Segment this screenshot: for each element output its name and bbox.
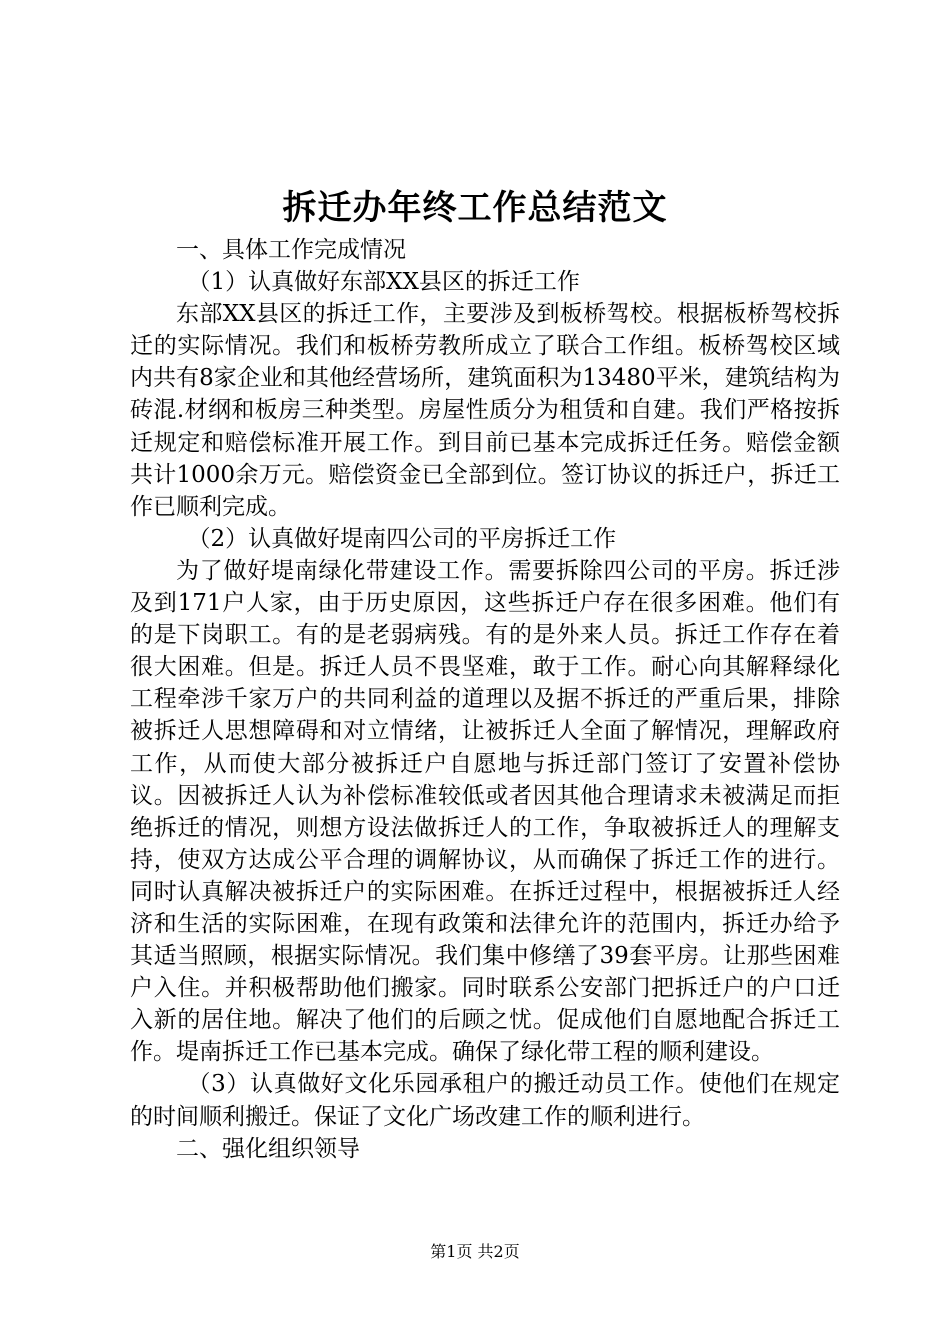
document-title: 拆迁办年终工作总结范文	[282, 188, 668, 228]
heading-section-1: 一、具体工作完成情况	[176, 237, 406, 263]
page-footer: 第1页 共2页	[430, 1242, 520, 1261]
subheading-1: （1）认真做好东部XX县区的拆迁工作	[187, 269, 580, 296]
subheading-2: （2）认真做好堤南四公司的平房拆迁工作	[187, 525, 617, 552]
paragraph-3: （3）认真做好文化乐园承租户的搬迁动员工作。使他们在规定的时间顺利搬迁。保证了文化广场改建工作的顺利进行。	[130, 1071, 840, 1130]
paragraph-1: 东部XX县区的拆迁工作，主要涉及到板桥驾校。根据板桥驾校拆迁的实际情况。我们和板桥劳教所成立了联合工作组。板桥驾校区域内共有8家企业和其他经营场所，建筑面积为13480平米，建筑结构为砖混.材纲和板房三种类型。房屋性质分为租赁和自建。我们严格按拆迁规定和赔偿标准开展工作。到目前已基本完成拆迁任务。赔偿金额共计1000余万元。赔偿资金已全部到位。签订协议的拆迁户，拆迁工作已顺利完成。	[130, 301, 840, 520]
document-body	[130, 234, 840, 1165]
heading-section-2: 二、强化组织领导	[176, 1135, 360, 1162]
paragraph-2: 为了做好堤南绿化带建设工作。需要拆除四公司的平房。拆迁涉及到171户人家，由于历史原因，这些拆迁户存在很多困难。他们有的是下岗职工。有的是老弱病残。有的是外来人员。拆迁工作存在着很大困难。但是。拆迁人员不畏坚难，敢于工作。耐心向其解释绿化工程牵涉千家万户的共同利益的道理以及据不拆迁的严重后果，排除被拆迁人思想障碍和对立情绪，让被拆迁人全面了解情况，理解政府工作，从而使大部分被拆迁户自愿地与拆迁部门签订了安置补偿协议。因被拆迁人认为补偿标准较低或者因其他合理请求未被满足而拒绝拆迁的情况，则想方设法做拆迁人的工作，争取被拆迁人的理解支持，使双方达成公平合理的调解协议，从而确保了拆迁工作的进行。同时认真解决被拆迁户的实际困难。在拆迁过程中，根据被拆迁人经济和生活的实际困难，在现有政策和法律允许的范围内，拆迁办给予其适当照顾，根据实际情况。我们集中修缮了39套平房。让那些困难户入住。并积极帮助他们搬家。同时联系公安部门把拆迁户的户口迁入新的居住地。解决了他们的后顾之忧。促成他们自愿地配合拆迁工作。堤南拆迁工作已基本完成。确保了绿化带工程的顺利建设。	[130, 557, 840, 1066]
